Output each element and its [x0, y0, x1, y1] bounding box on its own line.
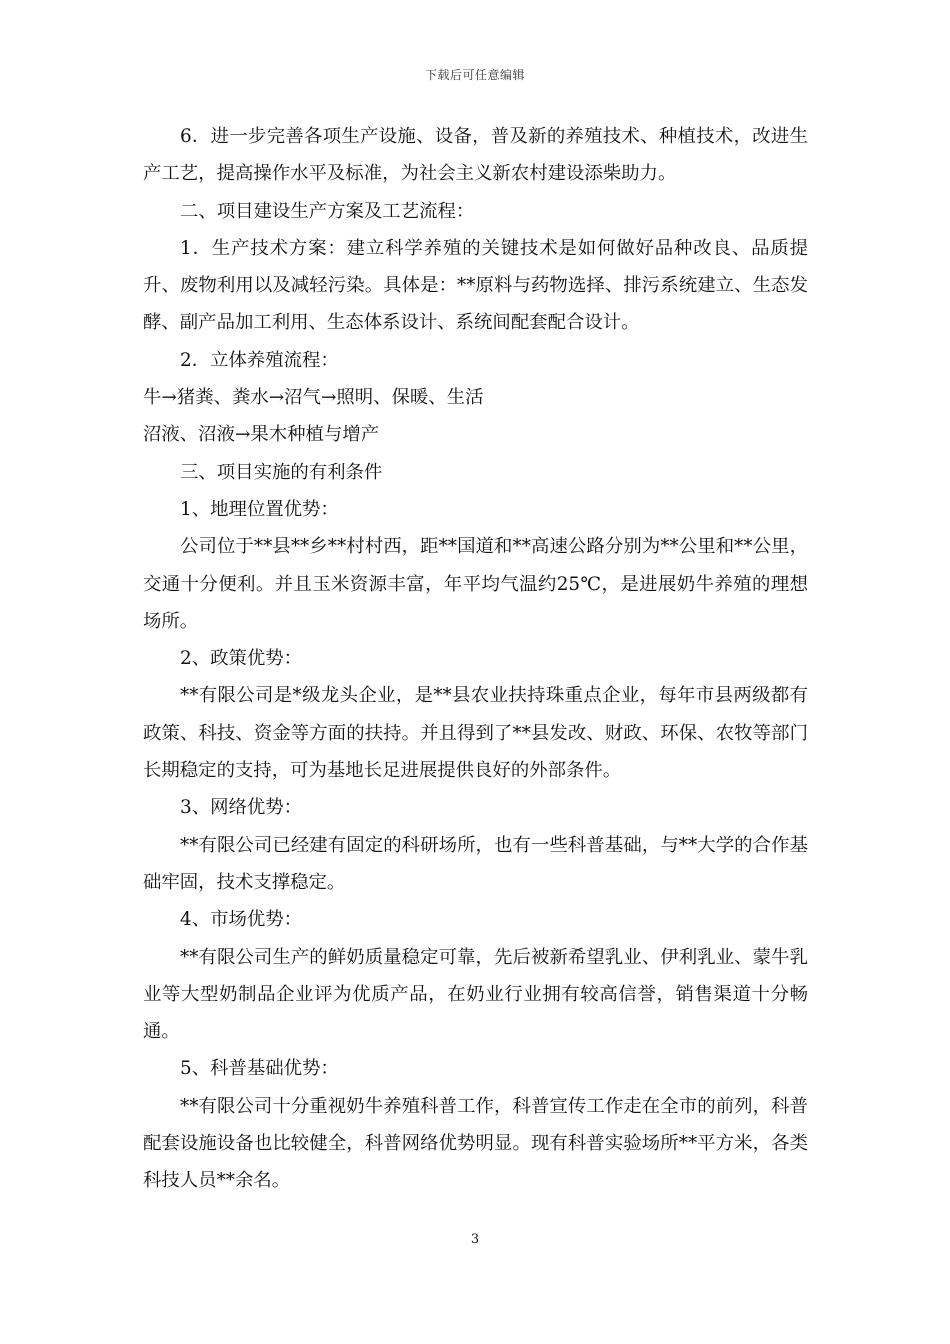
paragraph-science: **有限公司十分重视奶牛养殖科普工作，科普宣传工作走在全市的前列，科普配套设施设备也比较健全，科普网络优势明显。现有科普实验场所**平方米，各类科技人员**余名。 — [143, 1095, 808, 1192]
paragraph-item-6: 6．进一步完善各项生产设施、设备，普及新的养殖技术、种植技术，改进生产工艺，提高操作水平及标准，为社会主义新农村建设添柴助力。 — [143, 126, 808, 185]
paragraph-market: **有限公司生产的鲜奶质量稳定可靠，先后被新希望乳业、伊利乳业、蒙牛乳业等大型奶制品企业评为优质产品，在奶业行业拥有较高信誉，销售渠道十分畅通。 — [143, 946, 808, 1043]
document-body — [143, 118, 808, 1200]
subheading-location: 1、地理位置优势： — [180, 498, 339, 520]
subheading-market: 4、市场优势： — [180, 909, 303, 931]
page-header: 下载后可任意编辑 — [424, 68, 525, 82]
section-heading-2: 二、项目建设生产方案及工艺流程： — [180, 200, 475, 222]
paragraph-network: **有限公司已经建有固定的科研场所，也有一些科普基础，与**大学的合作基础牢固，技术支撑稳定。 — [143, 834, 808, 893]
page-number: 3 — [470, 1232, 480, 1247]
flow-line-1: 牛→猪粪、粪水→沼气→照明、保暖、生活 — [143, 387, 484, 409]
paragraph-production-plan: 1．生产技术方案：建立科学养殖的关键技术是如何做好品种改良、品质提升、废物利用以及减轻污染。具体是：**原料与药物选择、排污系统建立、生态发酵、副产品加工利用、生态体系设计、系统间配套配合设计。 — [143, 237, 808, 334]
paragraph-location: 公司位于**县**乡**村村西，距**国道和**高速公路分别为**公里和**公里，交通十分便利。并且玉米资源丰富，年平均气温约25℃，是进展奶牛养殖的理想场所。 — [143, 536, 808, 632]
paragraph-breeding-process-title: 2．立体养殖流程： — [180, 349, 339, 371]
section-heading-3: 三、项目实施的有利条件 — [180, 461, 383, 483]
subheading-science: 5、科普基础优势： — [180, 1058, 339, 1080]
flow-line-2: 沼液、沼液→果木种植与增产 — [143, 424, 380, 446]
subheading-policy: 2、政策优势： — [180, 648, 303, 670]
paragraph-policy: **有限公司是*级龙头企业，是**县农业扶持珠重点企业，每年市县两级都有政策、科技、资金等方面的扶持。并且得到了**县发改、财政、环保、农牧等部门长期稳定的支持，可为基地长足进展提供良好的外部条件。 — [143, 685, 808, 782]
subheading-network: 3、网络优势： — [180, 797, 303, 819]
